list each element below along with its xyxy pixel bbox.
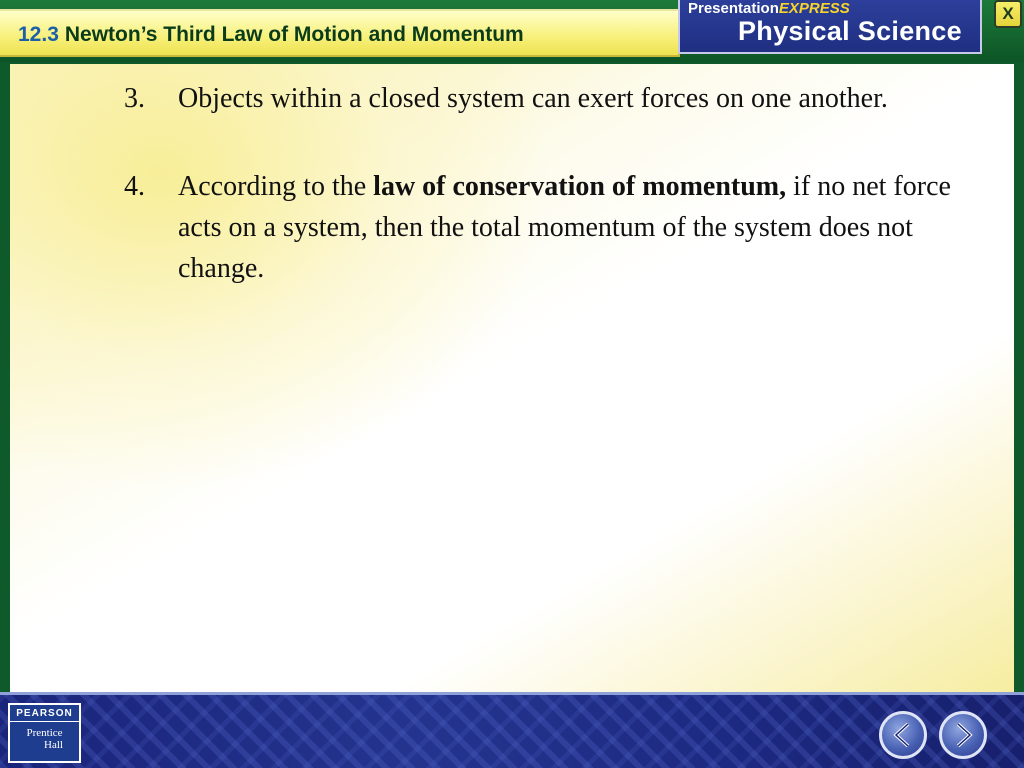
brand-logo bbox=[678, 0, 982, 54]
publisher-imprint-line-1: Prentice bbox=[26, 727, 63, 739]
slide-header bbox=[0, 0, 1024, 62]
next-slide-button[interactable] bbox=[939, 711, 987, 759]
slide-title bbox=[18, 23, 524, 47]
chevron-left-icon bbox=[882, 714, 924, 756]
brand-tagline bbox=[688, 0, 850, 17]
publisher-imprint bbox=[10, 722, 79, 751]
title-band bbox=[0, 9, 680, 57]
brand-tagline-plain: Presentation bbox=[688, 0, 779, 17]
brand-name: Physical Science bbox=[738, 16, 962, 46]
brand-tagline-accent: EXPRESS bbox=[778, 0, 850, 17]
section-number: 12.3 bbox=[18, 23, 59, 46]
publisher-name: PEARSON bbox=[10, 705, 79, 722]
list-item-number: 3. bbox=[124, 83, 145, 114]
key-term: law of conservation of momentum, bbox=[373, 171, 787, 202]
publisher-imprint-line-2: Hall bbox=[44, 739, 63, 751]
slide-content bbox=[10, 64, 1014, 692]
list-item-text bbox=[178, 166, 978, 289]
list-item-number: 4. bbox=[124, 171, 145, 202]
list-item-text-lead: According to the bbox=[178, 171, 374, 202]
list-item-text-tail: if no net force acts on a system, then the total momentum of the system does not change. bbox=[178, 171, 951, 284]
chevron-right-icon bbox=[942, 714, 984, 756]
slide-footer bbox=[0, 692, 1024, 768]
previous-slide-button[interactable] bbox=[879, 711, 927, 759]
close-button[interactable]: X bbox=[994, 0, 1022, 28]
title-label: Newton’s Third Law of Motion and Momentum bbox=[64, 23, 524, 46]
list-item-text: Objects within a closed system can exert forces on one another. bbox=[178, 83, 888, 114]
publisher-logo bbox=[8, 703, 81, 763]
